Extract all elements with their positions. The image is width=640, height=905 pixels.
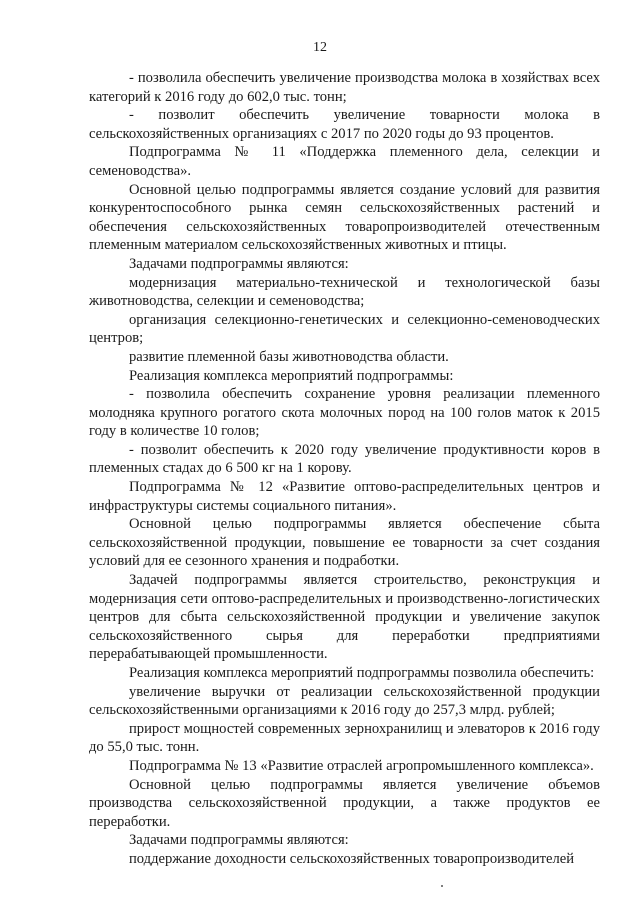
paragraph: Подпрограмма № 13 «Развитие отраслей агропромышленного комплекса». [129, 757, 594, 774]
paragraph: Подпрограмма № 12 «Развитие оптово-распределительных центров и инфраструктуры системы социального питания». [89, 479, 600, 514]
paragraph: Реализация комплекса мероприятий подпрограммы: [129, 367, 454, 384]
paragraph: - позволила обеспечить увеличение производства молока в хозяйствах всех категорий к 2016 году до 602,0 тыс. тонн; [89, 70, 600, 105]
paragraph: Основной целью подпрограммы является обеспечение сбыта сельскохозяйственной продукции, повышение ее товарности за счет создания условий для ее сезонного хранения и подработки. [89, 516, 600, 570]
paragraph: модернизация материально-технической и технологической базы животноводства, селекции и семеноводства; [89, 274, 600, 310]
paragraph: - позволила обеспечить сохранение уровня реализации племенного молодняка крупного рогатого скота молочных пород на 100 голов маток к 2015 году в количестве 10 голов; [89, 386, 600, 440]
paragraph: увеличение выручки от реализации сельскохозяйственной продукции сельскохозяйственными организациями к 2016 году до 257,3 млрд. рублей; [89, 683, 600, 719]
paragraph: Основной целью подпрограммы является создание условий для развития конкурентоспособного рынка семян сельскохозяйственных растений и обеспечения сельскохозяйственных товаропроизводителей отечественным племенным материалом сельскохозяйственных животных и птицы. [89, 181, 600, 254]
paragraph: организация селекционно-генетических и селекционно-семеноводческих центров; [89, 311, 600, 347]
paragraph: - позволит обеспечить увеличение товарности молока в сельскохозяйственных организациях с 2017 по 2020 годы до 93 процентов. [89, 107, 600, 142]
paragraph: развитие племенной базы животноводства области. [129, 348, 449, 365]
scan-speck [441, 885, 443, 887]
document-body [89, 69, 600, 869]
paragraph: Задачей подпрограммы является строительство, реконструкция и модернизация сети оптово-распределительных и производственно-логистических центров для сбыта сельскохозяйственной продукции и увеличение закупок сельскохозяйственного сырья для переработки предприятиями перерабатывающей промышленности. [89, 572, 600, 663]
paragraph: прирост мощностей современных зернохранилищ и элеваторов к 2016 году до 55,0 тыс. тонн. [89, 720, 600, 756]
page-number: 12 [313, 40, 327, 55]
paragraph: - позволит обеспечить к 2020 году увеличение продуктивности коров в племенных стадах до 6 500 кг на 1 корову. [89, 441, 600, 477]
paragraph: Подпрограмма № 11 «Поддержка племенного дела, селекции и семеноводства». [89, 144, 600, 179]
paragraph: Задачами подпрограммы являются: [129, 832, 349, 849]
paragraph: Задачами подпрограммы являются: [129, 255, 349, 272]
paragraph: Реализация комплекса мероприятий подпрограммы позволила обеспечить: [129, 665, 595, 681]
paragraph: Основной целью подпрограммы является увеличение объемов производства сельскохозяйственной продукции, а также продуктов ее переработки. [89, 776, 600, 830]
paragraph: поддержание доходности сельскохозяйственных товаропроизводителей [129, 850, 575, 867]
